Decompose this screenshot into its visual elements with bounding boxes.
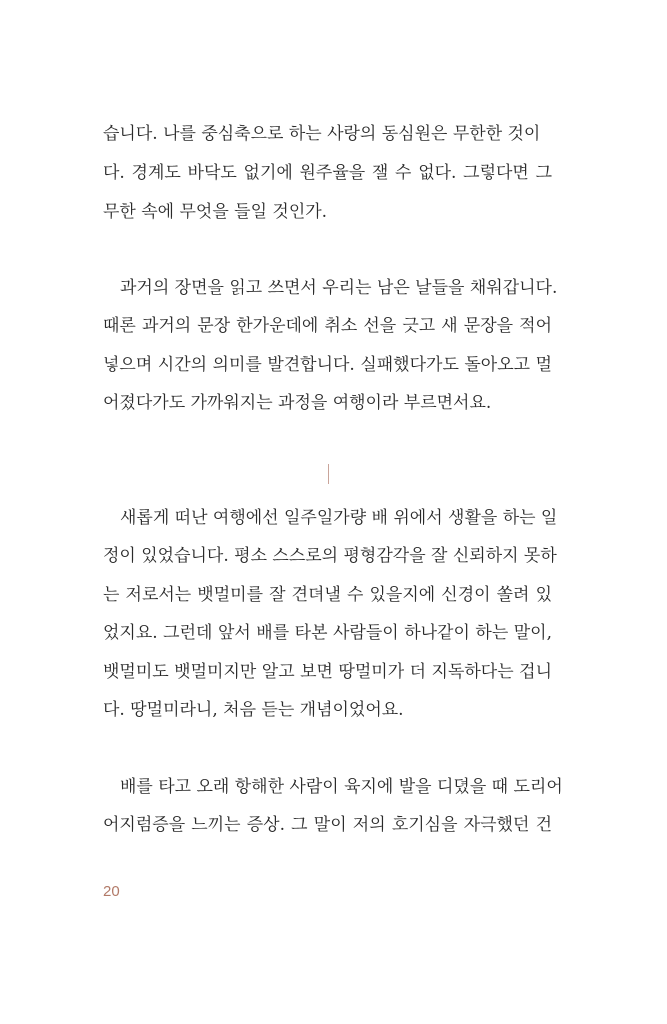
text-line: 어지럼증을 느끼는 증상. 그 말이 저의 호기심을 자극했던 건 [103, 815, 552, 835]
text-line: 정이 있었습니다. 평소 스스로의 평형감각을 잘 신뢰하지 못하 [103, 546, 557, 566]
text-line: 다. 경계도 바닥도 없기에 원주율을 잴 수 없다. 그렇다면 그 [103, 163, 552, 183]
text-line: 배를 타고 오래 항해한 사람이 육지에 발을 디뎠을 때 도리어 [120, 777, 563, 797]
text-line: 새롭게 떠난 여행에선 일주일가량 배 위에서 생활을 하는 일 [120, 508, 558, 528]
text-line: 어졌다가도 가까워지는 과정을 여행이라 부르면서요. [103, 393, 492, 413]
text-line: 무한 속에 무엇을 들일 것인가. [103, 202, 328, 222]
page-number: 20 [103, 883, 120, 900]
text-line: 과거의 장면을 읽고 쓰면서 우리는 남은 날들을 채워갑니다. [120, 278, 558, 298]
text-line: 습니다. 나를 중심축으로 하는 사랑의 동심원은 무한한 것이 [103, 124, 541, 144]
section-divider [328, 464, 329, 484]
text-line: 넣으며 시간의 의미를 발견합니다. 실패했다가도 돌아오고 멀 [103, 355, 552, 375]
text-line: 뱃멀미도 뱃멀미지만 알고 보면 땅멀미가 더 지독하다는 겁니 [103, 662, 552, 682]
text-line: 때론 과거의 문장 한가운데에 취소 선을 긋고 새 문장을 적어 [103, 316, 552, 336]
text-line: 다. 땅멀미라니, 처음 듣는 개념이었어요. [103, 700, 404, 720]
text-line: 는 저로서는 뱃멀미를 잘 견뎌낼 수 있을지에 신경이 쏠려 있 [103, 585, 552, 605]
text-line: 었지요. 그런데 앞서 배를 타본 사람들이 하나같이 하는 말이, [103, 623, 552, 643]
